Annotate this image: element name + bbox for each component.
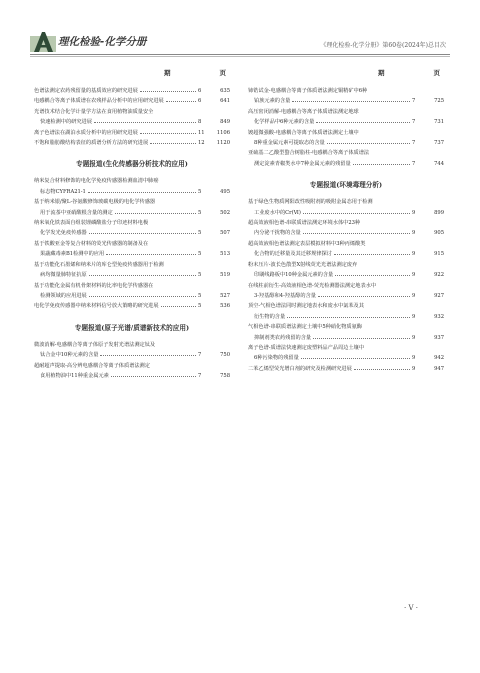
toc-entry — [248, 107, 444, 128]
dot-leader — [100, 355, 196, 356]
entry-title-line: 衍生物的含量 — [254, 313, 286, 320]
issue-column-label: 期 — [378, 69, 385, 77]
entries-left-bottom — [34, 340, 230, 382]
journal-logo-icon — [30, 30, 56, 52]
dot-leader — [354, 369, 410, 370]
entry-title-line: 抑制剂类农药残留的含量 — [254, 334, 312, 341]
entry-page: 905 — [434, 230, 444, 237]
entry-last-line — [34, 128, 230, 138]
entry-title-line: 病均微量肺特征抗原 — [40, 272, 87, 279]
entry-title-line: 基于纳米银/聚L-谷氨酸修饰玻碳电极的电化学传感器 — [34, 199, 156, 206]
entry-title-line: 检测领域的应用进展 — [40, 292, 87, 299]
entry-issue: 5 — [198, 209, 202, 216]
entry-page: 737 — [434, 140, 444, 147]
entry-last-line — [248, 312, 444, 322]
entry-issue: 7 — [412, 98, 416, 105]
entry-issue: 8 — [198, 119, 202, 126]
entry-issue-page — [198, 249, 230, 259]
entry-last-line — [248, 96, 444, 106]
dot-leader — [89, 275, 196, 276]
entry-issue: 9 — [412, 313, 416, 320]
entry-title-line: 内分泌干扰物的含量 — [254, 230, 301, 237]
section-heading-atomic-spectroscopy: 专题报道(原子光谱/质谱新技术的应用) — [74, 323, 190, 332]
entry-issue-page — [198, 86, 230, 96]
toc-entry — [34, 281, 230, 302]
entry-title-line: 用于流茶中亚硝酸根含量的测定 — [40, 209, 113, 216]
toc-entry — [248, 86, 444, 107]
dot-leader — [115, 213, 196, 214]
entry-last-line — [34, 291, 230, 301]
entry-issue-page — [198, 350, 230, 360]
entry-title-line: 粉末压片-波长色散型X射线荧光光谱法测定废弃 — [248, 261, 358, 268]
entry-last-line — [34, 96, 230, 106]
dot-leader — [88, 192, 196, 193]
section-heading-biosensor: 专题报道(生化传感器分析技术的应用) — [76, 160, 188, 169]
entry-issue: 9 — [412, 209, 416, 216]
entry-title-line: 基于铁酸亚金等复合材料的荧光传感器的制备及在 — [34, 240, 149, 247]
entry-last-line — [34, 350, 230, 360]
entry-issue: 5 — [198, 251, 202, 258]
entry-issue: 9 — [412, 355, 416, 362]
entry-last-line — [34, 249, 230, 259]
entry-title-line: 电化学免疫传感器中纳米材料信号放大策略的研究进展 — [34, 303, 159, 310]
column-header — [248, 68, 444, 80]
left-column — [34, 68, 230, 381]
entry-issue-page — [412, 312, 444, 322]
entry-issue-page — [198, 270, 230, 280]
entry-issue-page — [412, 333, 444, 343]
entry-last-line — [248, 228, 444, 238]
toc-entry — [248, 218, 444, 239]
dot-leader — [313, 338, 410, 339]
entry-issue: 6 — [198, 98, 202, 105]
header-rule-thin — [30, 56, 450, 57]
right-column — [248, 68, 444, 374]
toc-entry — [34, 128, 230, 138]
entry-page: 536 — [220, 303, 230, 310]
entry-issue: 7 — [412, 160, 416, 167]
entry-issue-page — [198, 128, 230, 138]
entry-title-line: 镀超微强酸-电感耦合等离子体质谱法测定土壤中 — [248, 129, 359, 136]
entry-issue-page — [412, 96, 444, 106]
entry-page: 1120 — [216, 140, 230, 147]
toc-entry — [34, 86, 230, 96]
entry-title-line: 测定淀素青椒类水中7种金属元素的残留量 — [254, 160, 351, 167]
entry-title-line: 食用植物油中11种重金属元素 — [40, 372, 109, 379]
entry-title-line: 微波消解-电感耦合等离子体原子发射光谱法测定钛及 — [34, 341, 156, 348]
entry-title-line: 超高效液相色谱-串联质谱法测定环境水体中23种 — [248, 220, 361, 227]
dot-leader — [89, 233, 196, 234]
page-column-label: 页 — [433, 69, 440, 77]
entry-page: 932 — [434, 313, 444, 320]
entry-page: 927 — [434, 292, 444, 299]
entry-issue: 6 — [198, 88, 202, 94]
entry-title-line: 亚硫基二乙酸型螯合树脂柱-电感耦合等离子体质谱法 — [248, 150, 370, 157]
entry-title-line: 铂族元素的含量 — [254, 98, 291, 105]
entry-page: 744 — [434, 160, 444, 167]
entry-issue-page — [412, 228, 444, 238]
toc-entry — [248, 343, 444, 364]
entry-title-line: 二苯乙烯型荧光增白剂的研究及检测研究进展 — [248, 365, 352, 372]
toc-entry — [34, 301, 230, 311]
entry-page: 527 — [220, 292, 230, 299]
dot-leader — [327, 143, 410, 144]
entry-page: 635 — [220, 88, 230, 94]
entry-issue: 9 — [412, 292, 416, 299]
entry-title-line: 标志物CYFRA21-1 — [40, 188, 86, 195]
entry-title-line: 果蔬藏毒素B1检测中的应用 — [40, 251, 105, 258]
entry-last-line — [34, 371, 230, 381]
entry-title-line: 6种污染物的残留量 — [254, 355, 299, 362]
entry-last-line — [34, 117, 230, 127]
entry-page: 513 — [220, 251, 230, 258]
entry-issue-page — [412, 208, 444, 218]
entry-page: 750 — [220, 352, 230, 359]
entry-issue: 7 — [198, 352, 202, 359]
entry-title-line: 电感耦合等离子体质谱在农残样品分析中的应用研究进展 — [34, 98, 164, 105]
entries-left-top — [34, 86, 230, 148]
entry-issue-page — [198, 301, 230, 311]
toc-entry — [248, 260, 444, 281]
entry-issue-page — [198, 228, 230, 238]
entry-issue-page — [198, 187, 230, 197]
entry-issue: 5 — [198, 303, 202, 310]
entry-title-line: 顶空-气相色谱法同时测定地表水和废水中氯苯及其 — [248, 303, 364, 310]
entry-title-line: 在线柱前衍生-高效液相色谱-荧光检测器法测定地表水中 — [248, 282, 377, 289]
entry-last-line — [34, 86, 230, 96]
entry-issue-page — [198, 96, 230, 106]
entry-page: 507 — [220, 230, 230, 237]
entry-last-line — [248, 291, 444, 301]
dot-leader — [111, 376, 196, 377]
entry-issue: 5 — [198, 272, 202, 279]
toc-entry — [248, 128, 444, 149]
entry-title-line: 钛合金中10种元素的含量 — [40, 352, 99, 359]
entry-issue: 9 — [412, 365, 416, 372]
entry-title-line: 离子色谱-质谱法快速测定废塑料品产品周边土壤中 — [248, 344, 364, 351]
entry-title-line: 气相色谱-串联质谱法测定土壤中5种硝化物质氨酶 — [248, 324, 362, 331]
entry-title-line: 快速检测中的研究进展 — [40, 119, 92, 126]
entry-page: 937 — [434, 334, 444, 341]
entry-issue-page — [412, 364, 444, 374]
toc-entry — [248, 148, 444, 169]
entry-issue: 5 — [198, 230, 202, 237]
toc-entry — [34, 239, 230, 260]
entry-page: 502 — [220, 209, 230, 216]
dot-leader — [318, 296, 410, 297]
journal-logo-text: 理化检验-化学分册 — [58, 36, 147, 48]
entry-issue-page — [412, 159, 444, 169]
entry-issue-page — [412, 117, 444, 127]
dot-leader — [292, 101, 410, 102]
entry-issue: 5 — [198, 292, 202, 299]
entry-issue-page — [412, 353, 444, 363]
entry-page: 641 — [220, 98, 230, 105]
dot-leader — [89, 296, 196, 297]
entry-issue-page — [198, 208, 230, 218]
entry-issue-page — [412, 270, 444, 280]
entry-page: 519 — [220, 272, 230, 279]
entry-title-line: 超耐超声提取-高分辨电感耦合等离子体质谱法测定 — [34, 362, 150, 369]
entry-title-line: 化学发光免疫传感器 — [40, 230, 87, 237]
entry-last-line — [248, 117, 444, 127]
toc-entry — [248, 281, 444, 302]
page-column-label: 页 — [219, 69, 226, 77]
dot-leader — [106, 254, 196, 255]
entry-page: 922 — [434, 272, 444, 279]
entry-page: 1106 — [216, 129, 230, 136]
entry-last-line — [248, 249, 444, 259]
entry-title-line: 光谱技术结合化学计量学方法在食用植物油质量安全 — [34, 108, 154, 115]
dot-leader — [334, 254, 410, 255]
entry-last-line — [34, 228, 230, 238]
entry-title-line: 纳米氧化铁表面自组装锂磷酸盐分子印迹材料电极 — [34, 220, 149, 227]
entry-title-line: 基于功能化石墨烯和纳米片的库仑型免疫传感器用于检测 — [34, 261, 164, 268]
toc-entry — [34, 361, 230, 382]
dot-leader — [303, 233, 410, 234]
entry-page: 758 — [220, 372, 230, 379]
dot-leader — [335, 275, 410, 276]
entry-page: 495 — [220, 188, 230, 195]
entry-last-line — [248, 208, 444, 218]
entry-title-line: 纳米复合材料修饰的电化学免疫传感器检测血清中肺癌 — [34, 178, 159, 185]
dot-leader — [94, 122, 196, 123]
journal-info: 《理化检验-化学分册》第60卷(2024年)总目次 — [320, 42, 446, 49]
entry-issue-page — [198, 371, 230, 381]
page-number-footer: · Ⅴ · — [404, 604, 418, 612]
entry-issue: 9 — [412, 251, 416, 258]
entry-page: 849 — [220, 119, 230, 126]
header-rule — [30, 54, 450, 55]
entry-last-line — [34, 208, 230, 218]
entries-right-bottom — [248, 197, 444, 374]
entry-title-line: 离子色谱法在湖泊水质分析中的应用研究进展 — [34, 129, 138, 136]
entry-last-line — [248, 364, 444, 374]
entry-title-line: 化合物的迁移量及其迁移规律探讨 — [254, 251, 332, 258]
entry-title-line: 8种重金属元素可提取态的含量 — [254, 140, 325, 147]
entry-issue-page — [412, 138, 444, 148]
entry-issue: 7 — [412, 119, 416, 126]
entry-issue: 12 — [198, 140, 205, 147]
toc-entry — [248, 301, 444, 322]
toc-entry — [34, 138, 230, 148]
toc-entry — [34, 218, 230, 239]
entry-last-line — [34, 270, 230, 280]
entry-page: 915 — [434, 251, 444, 258]
dot-leader — [150, 143, 196, 144]
entry-title-line: 3-羟基醇和4-羟基醇的含量 — [254, 292, 316, 299]
dot-leader — [301, 358, 410, 359]
entry-title-line: 印刷线路板中10种金属元素的含量 — [254, 272, 334, 279]
entries-right-top — [248, 86, 444, 169]
toc-entry — [34, 96, 230, 106]
dot-leader — [140, 133, 196, 134]
entry-last-line — [248, 333, 444, 343]
entry-issue: 7 — [412, 140, 416, 147]
entry-title-line: 不饱和脂肪酸结构表征的质谱分析方法的研究进展 — [34, 140, 149, 147]
entry-page: 942 — [434, 355, 444, 362]
entry-page: 725 — [434, 98, 444, 105]
toc-entry — [248, 197, 444, 218]
entry-last-line — [248, 353, 444, 363]
entry-last-line — [34, 301, 230, 311]
entry-title-line: 基于绿色生物质网阳改性吸附剂的吸附金属态用于检测 — [248, 199, 373, 206]
dot-leader — [316, 122, 410, 123]
entry-title-line: 高压密闭消解-电感耦合等离子体质谱法测定地球 — [248, 108, 359, 115]
toc-entry — [248, 239, 444, 260]
dot-leader — [353, 164, 410, 165]
toc-entry — [34, 197, 230, 218]
dot-leader — [166, 101, 196, 102]
column-header — [34, 68, 230, 80]
entry-title-line: 色谱法测定农药残留量的基质效应的研究进展 — [34, 88, 138, 94]
entry-issue: 5 — [198, 188, 202, 195]
entry-last-line — [34, 138, 230, 148]
entry-issue: 9 — [412, 272, 416, 279]
dot-leader — [140, 91, 196, 92]
entry-issue-page — [198, 117, 230, 127]
entry-issue-page — [198, 291, 230, 301]
toc-entry — [248, 322, 444, 343]
entry-issue: 9 — [412, 230, 416, 237]
toc-entry — [34, 260, 230, 281]
entry-issue: 9 — [412, 334, 416, 341]
entry-title-line: 化学样品中6种元素的含量 — [254, 119, 315, 126]
entries-left-mid — [34, 176, 230, 311]
entry-issue-page — [412, 249, 444, 259]
entry-issue: 7 — [198, 372, 202, 379]
toc-entry — [34, 107, 230, 128]
entry-page: 947 — [434, 365, 444, 372]
issue-column-label: 期 — [164, 69, 171, 77]
entry-issue: 11 — [198, 129, 205, 136]
toc-entry — [34, 340, 230, 361]
entry-title-line: 超高效液相色谱法测定表层模拟材料中3种丙烯酸类 — [248, 240, 366, 247]
toc-entry — [34, 176, 230, 197]
entry-last-line — [34, 187, 230, 197]
dot-leader — [161, 306, 196, 307]
entry-page: 899 — [434, 209, 444, 216]
entry-title-line: 工业废水中的Cr(Ⅵ) — [254, 209, 301, 216]
entry-page: 731 — [434, 119, 444, 126]
entry-last-line — [248, 159, 444, 169]
toc-entry — [248, 364, 444, 374]
entry-last-line — [248, 270, 444, 280]
dot-leader — [287, 317, 410, 318]
dot-leader — [303, 213, 410, 214]
entry-issue-page — [198, 138, 230, 148]
entry-title-line: 铈锆试金-电感耦合等离子体质谱法测定铜精矿中6种 — [248, 88, 368, 94]
entry-issue-page — [412, 291, 444, 301]
entry-title-line: 基于功能化金属有机骨架材料的比率电化学传感器在 — [34, 282, 154, 289]
section-heading-environmental: 专题报道(环境毒理分析) — [309, 181, 383, 190]
entry-last-line — [248, 138, 444, 148]
page-header — [0, 0, 480, 62]
